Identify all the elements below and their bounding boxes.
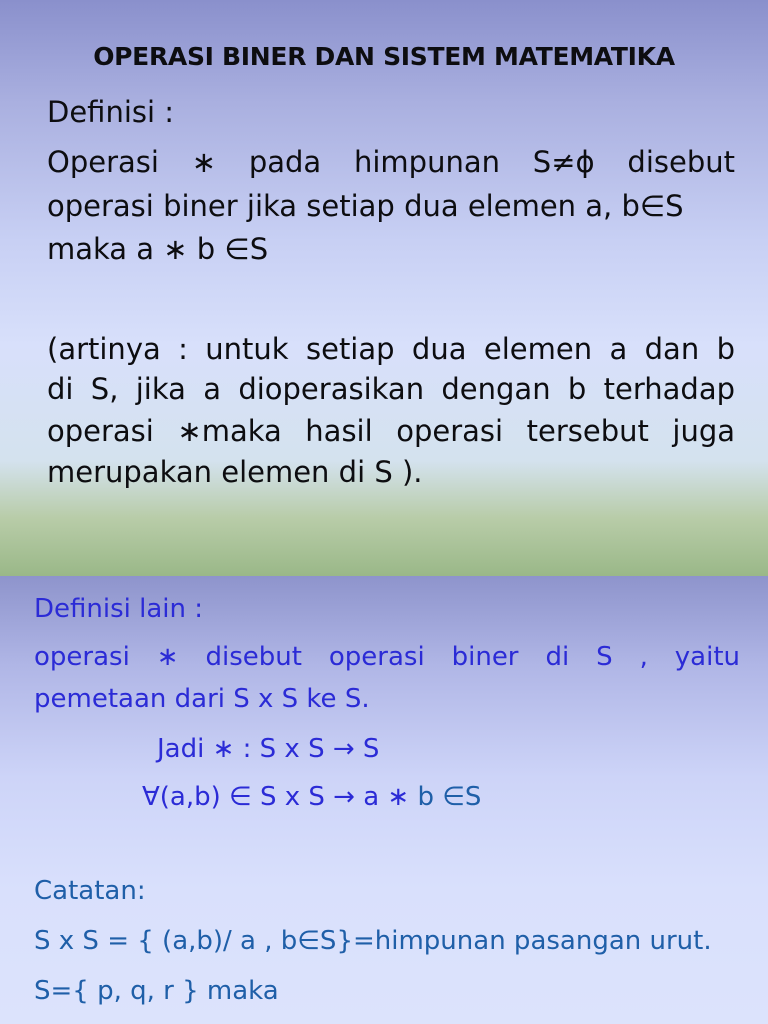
explanation-line-3: operasi ∗maka hasil operasi tersebut juga: [47, 414, 735, 448]
mapping-statement: Jadi ∗ : S x S → S: [157, 734, 380, 764]
slide-2: [0, 576, 768, 1024]
other-definition-heading: Definisi lain :: [34, 594, 204, 624]
forall-statement: [142, 782, 481, 812]
explanation-line-4: merupakan elemen di S ).: [47, 455, 423, 489]
note-heading: Catatan:: [34, 876, 146, 906]
definition-line-2: operasi biner jika setiap dua elemen a, b∈S: [47, 189, 684, 223]
other-definition-line-2: pemetaan dari S x S ke S.: [34, 684, 370, 714]
cartesian-product-definition: S x S = { (a,b)/ a , b∈S}=himpunan pasangan urut.: [34, 926, 712, 956]
definition-line-1: Operasi ∗ pada himpunan S≠ϕ disebut: [47, 145, 735, 179]
forall-statement-main: ∀(a,b) ∈ S x S → a ∗: [142, 782, 410, 812]
explanation-line-2: di S, jika a dioperasikan dengan b terhadap: [47, 372, 735, 406]
other-definition-line-1: operasi ∗ disebut operasi biner di S , yaitu: [34, 642, 740, 672]
slide-title: OPERASI BINER DAN SISTEM MATEMATIKA: [93, 42, 675, 71]
definition-line-3: maka a ∗ b ∈S: [47, 232, 269, 266]
set-example: S={ p, q, r } maka: [34, 976, 279, 1006]
explanation-line-1: (artinya : untuk setiap dua elemen a dan b: [47, 332, 735, 366]
definition-heading: Definisi :: [47, 95, 175, 129]
forall-statement-end: b ∈S: [409, 782, 482, 812]
